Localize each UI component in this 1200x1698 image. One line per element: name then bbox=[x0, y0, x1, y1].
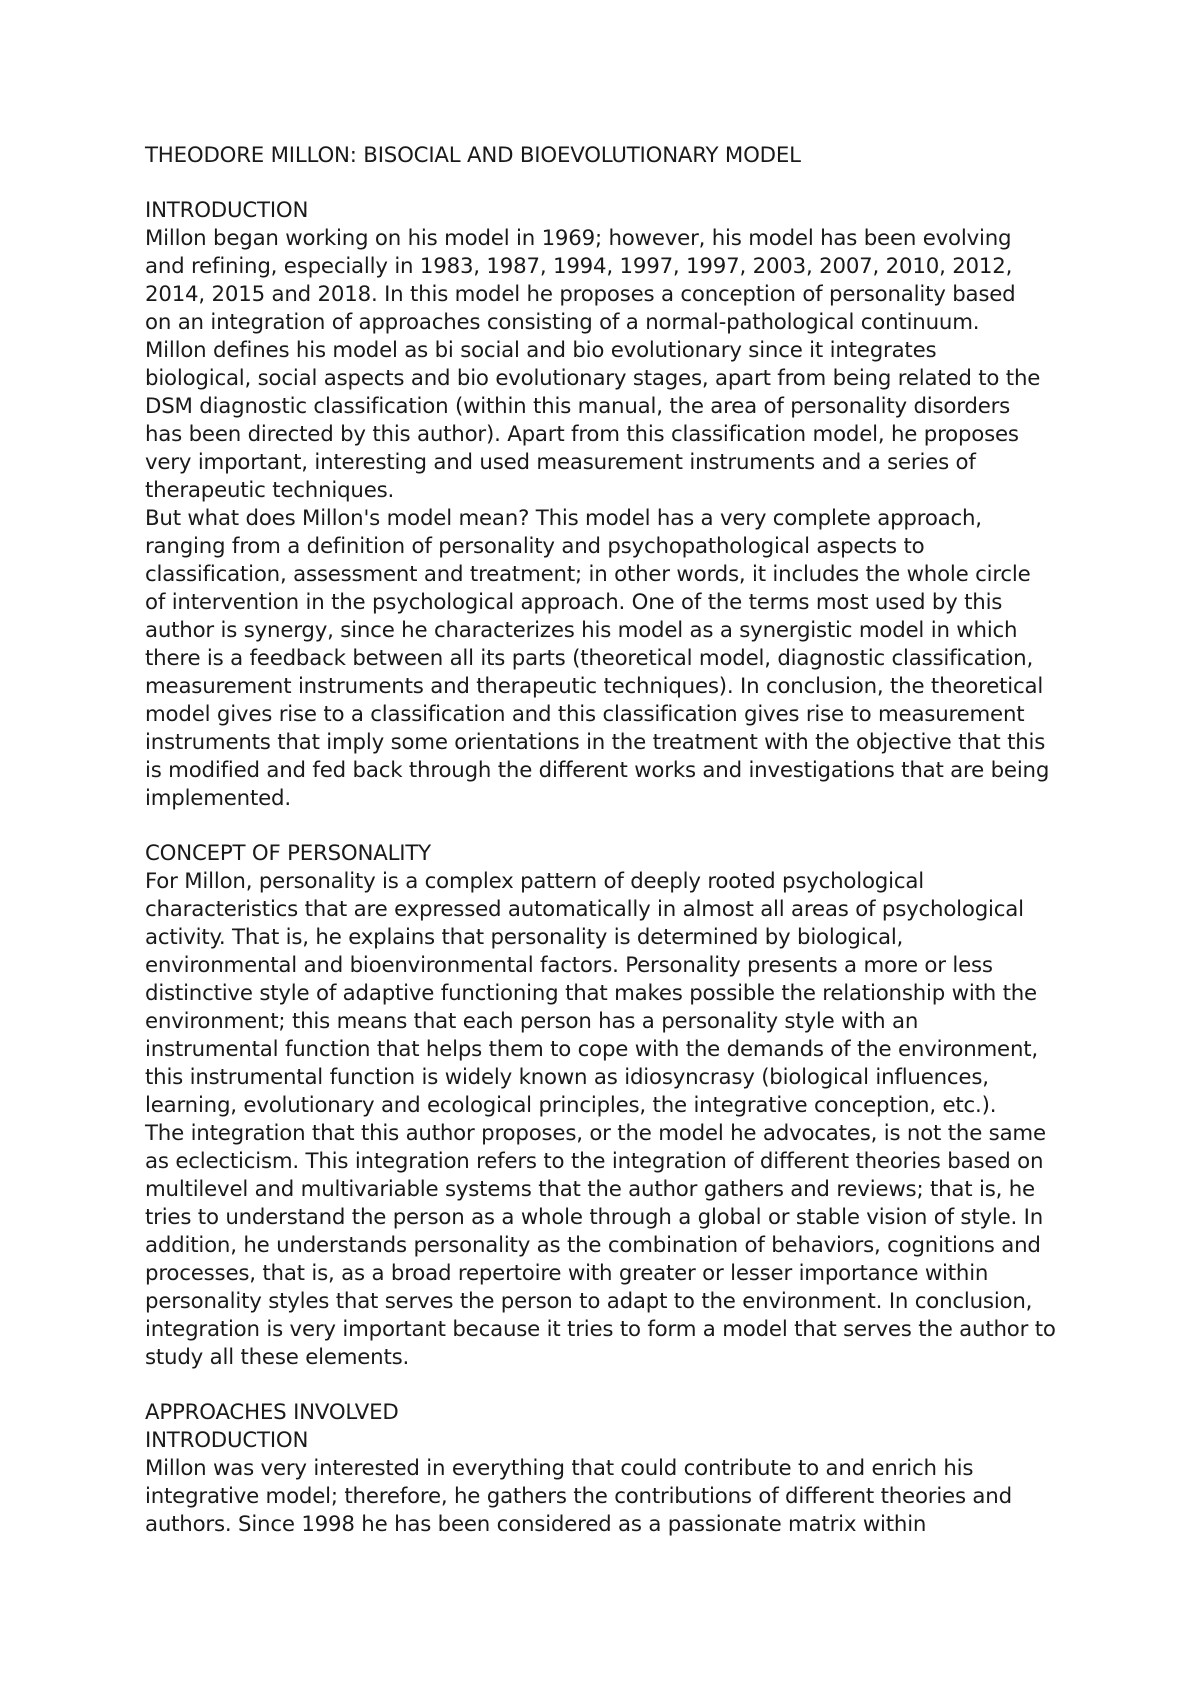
text-line: has been directed by this author). Apart from this classification model, he proposes bbox=[145, 422, 1019, 447]
text-line: instruments that imply some orientations in the treatment with the objective that this bbox=[145, 730, 1046, 755]
spacer bbox=[145, 170, 1095, 197]
text-line: tries to understand the person as a whole through a global or stable vision of style. In bbox=[145, 1205, 1044, 1230]
text-line: addition, he understands personality as the combination of behaviors, cognitions and bbox=[145, 1233, 1041, 1258]
text-line: ranging from a definition of personality and psychopathological aspects to bbox=[145, 534, 925, 559]
text-line: personality styles that serves the person to adapt to the environment. In conclusion, bbox=[145, 1289, 1033, 1314]
text-line: characteristics that are expressed automatically in almost all areas of psychological bbox=[145, 897, 1024, 922]
text-line: distinctive style of adaptive functioning that makes possible the relationship with the bbox=[145, 981, 1037, 1006]
text-line: very important, interesting and used measurement instruments and a series of bbox=[145, 450, 976, 475]
text-line: and refining, especially in 1983, 1987, 1994, 1997, 1997, 2003, 2007, 2010, 2012, bbox=[145, 254, 1013, 279]
text-line: measurement instruments and therapeutic techniques). In conclusion, the theoretical bbox=[145, 674, 1044, 699]
spacer bbox=[145, 1372, 1095, 1399]
text-line: there is a feedback between all its parts (theoretical model, diagnostic classification, bbox=[145, 646, 1034, 671]
section-heading-concept-of-personality: CONCEPT OF PERSONALITY bbox=[145, 841, 431, 866]
text-line: implemented. bbox=[145, 786, 291, 811]
document-body bbox=[145, 142, 1095, 1539]
text-line: multilevel and multivariable systems that the author gathers and reviews; that is, he bbox=[145, 1177, 1035, 1202]
section-heading-introduction: INTRODUCTION bbox=[145, 198, 309, 223]
subsection-heading-introduction: INTRODUCTION bbox=[145, 1428, 309, 1453]
text-line: integrative model; therefore, he gathers the contributions of different theories and bbox=[145, 1484, 1012, 1509]
spacer bbox=[145, 813, 1095, 840]
text-line: For Millon, personality is a complex pattern of deeply rooted psychological bbox=[145, 869, 924, 894]
text-line: DSM diagnostic classification (within this manual, the area of personality disorders bbox=[145, 394, 1011, 419]
text-line: learning, evolutionary and ecological principles, the integrative conception, etc.). bbox=[145, 1093, 997, 1118]
text-line: instrumental function that helps them to cope with the demands of the environment, bbox=[145, 1037, 1038, 1062]
text-line: environmental and bioenvironmental factors. Personality presents a more or less bbox=[145, 953, 993, 978]
text-line: author is synergy, since he characterizes his model as a synergistic model in which bbox=[145, 618, 1018, 643]
text-line: biological, social aspects and bio evolutionary stages, apart from being related to the bbox=[145, 366, 1041, 391]
document-title: THEODORE MILLON: BISOCIAL AND BIOEVOLUTIONARY MODEL bbox=[145, 143, 801, 168]
text-line: 2014, 2015 and 2018. In this model he proposes a conception of personality based bbox=[145, 282, 1016, 307]
section-concept-body bbox=[145, 868, 1095, 1372]
section-approaches-body bbox=[145, 1455, 1095, 1539]
text-line: Millon began working on his model in 1969; however, his model has been evolving bbox=[145, 226, 1012, 251]
text-line: model gives rise to a classification and this classification gives rise to measurement bbox=[145, 702, 1025, 727]
text-line: authors. Since 1998 he has been considered as a passionate matrix within bbox=[145, 1512, 927, 1537]
text-line: of intervention in the psychological approach. One of the terms most used by this bbox=[145, 590, 1003, 615]
section-heading-approaches-involved: APPROACHES INVOLVED bbox=[145, 1400, 399, 1425]
text-line: processes, that is, as a broad repertoire with greater or lesser importance within bbox=[145, 1261, 989, 1286]
text-line: Millon was very interested in everything that could contribute to and enrich his bbox=[145, 1456, 974, 1481]
text-line: as eclecticism. This integration refers to the integration of different theories based on bbox=[145, 1149, 1044, 1174]
text-line: is modified and fed back through the different works and investigations that are being bbox=[145, 758, 1050, 783]
section-introduction-body bbox=[145, 225, 1095, 813]
text-line: But what does Millon's model mean? This model has a very complete approach, bbox=[145, 506, 982, 531]
text-line: integration is very important because it tries to form a model that serves the author to bbox=[145, 1317, 1056, 1342]
text-line: on an integration of approaches consisting of a normal-pathological continuum. bbox=[145, 310, 980, 335]
text-line: activity. That is, he explains that personality is determined by biological, bbox=[145, 925, 904, 950]
text-line: study all these elements. bbox=[145, 1345, 410, 1370]
text-line: this instrumental function is widely known as idiosyncrasy (biological influences, bbox=[145, 1065, 989, 1090]
text-line: The integration that this author proposes, or the model he advocates, is not the same bbox=[145, 1121, 1046, 1146]
text-line: environment; this means that each person has a personality style with an bbox=[145, 1009, 919, 1034]
text-line: therapeutic techniques. bbox=[145, 478, 395, 503]
text-line: classification, assessment and treatment; in other words, it includes the whole circle bbox=[145, 562, 1031, 587]
text-line: Millon defines his model as bi social and bio evolutionary since it integrates bbox=[145, 338, 937, 363]
